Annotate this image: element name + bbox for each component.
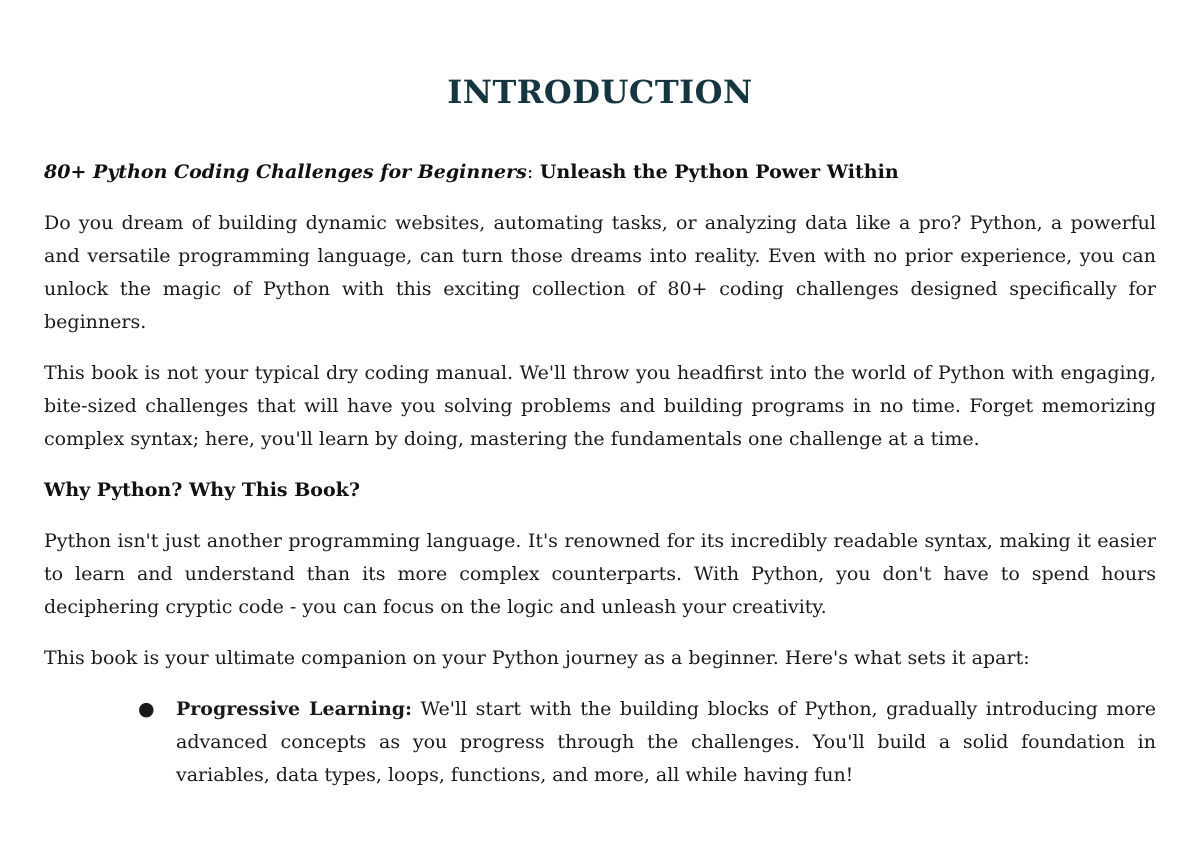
intro-paragraph-1: Do you dream of building dynamic websites, automating tasks, or analyzing data like a pro? Python, a powerful and versatile programming language, can turn those dreams into reality. Even with no prior experience, you can unlock the magic of Python with this exciting collection of 80+ coding challenges designed specifically for beginners. bbox=[44, 212, 1156, 333]
section-paragraph-2: This book is your ultimate companion on your Python journey as a beginner. Here's what sets it apart: bbox=[44, 647, 1030, 669]
feature-list bbox=[44, 693, 1156, 792]
book-tagline: Unleash the Python Power Within bbox=[533, 161, 899, 183]
intro-paragraph-2: This book is not your typical dry coding manual. We'll throw you headfirst into the world of Python with engaging, bite-sized challenges that will have you solving problems and building programs in no time. Forget memorizing complex syntax; here, you'll learn by doing, mastering the fundamentals one challenge at a time. bbox=[44, 362, 1156, 450]
list-item bbox=[138, 693, 1156, 792]
section-paragraph-1: Python isn't just another programming language. It's renowned for its incredibly readable syntax, making it easier to learn and understand than its more complex counterparts. With Python, you don't have to spend hours deciphering cryptic code - you can focus on the logic and unleash your creativity. bbox=[44, 530, 1156, 618]
subtitle-colon: : bbox=[526, 161, 534, 183]
book-subtitle bbox=[44, 156, 1156, 189]
book-title: 80+ Python Coding Challenges for Beginners bbox=[44, 161, 527, 183]
page-title: INTRODUCTION bbox=[447, 73, 753, 111]
bullet-icon: ● bbox=[138, 698, 155, 720]
section-heading: Why Python? Why This Book? bbox=[44, 479, 360, 501]
feature-text: We'll start with the building blocks of Python, gradually introducing more advanced concepts as you progress through the challenges. You'll build a solid foundation in variables, data types, loops, functions, and more, all while having fun! bbox=[176, 698, 1156, 786]
feature-title: Progressive Learning: bbox=[176, 698, 413, 720]
